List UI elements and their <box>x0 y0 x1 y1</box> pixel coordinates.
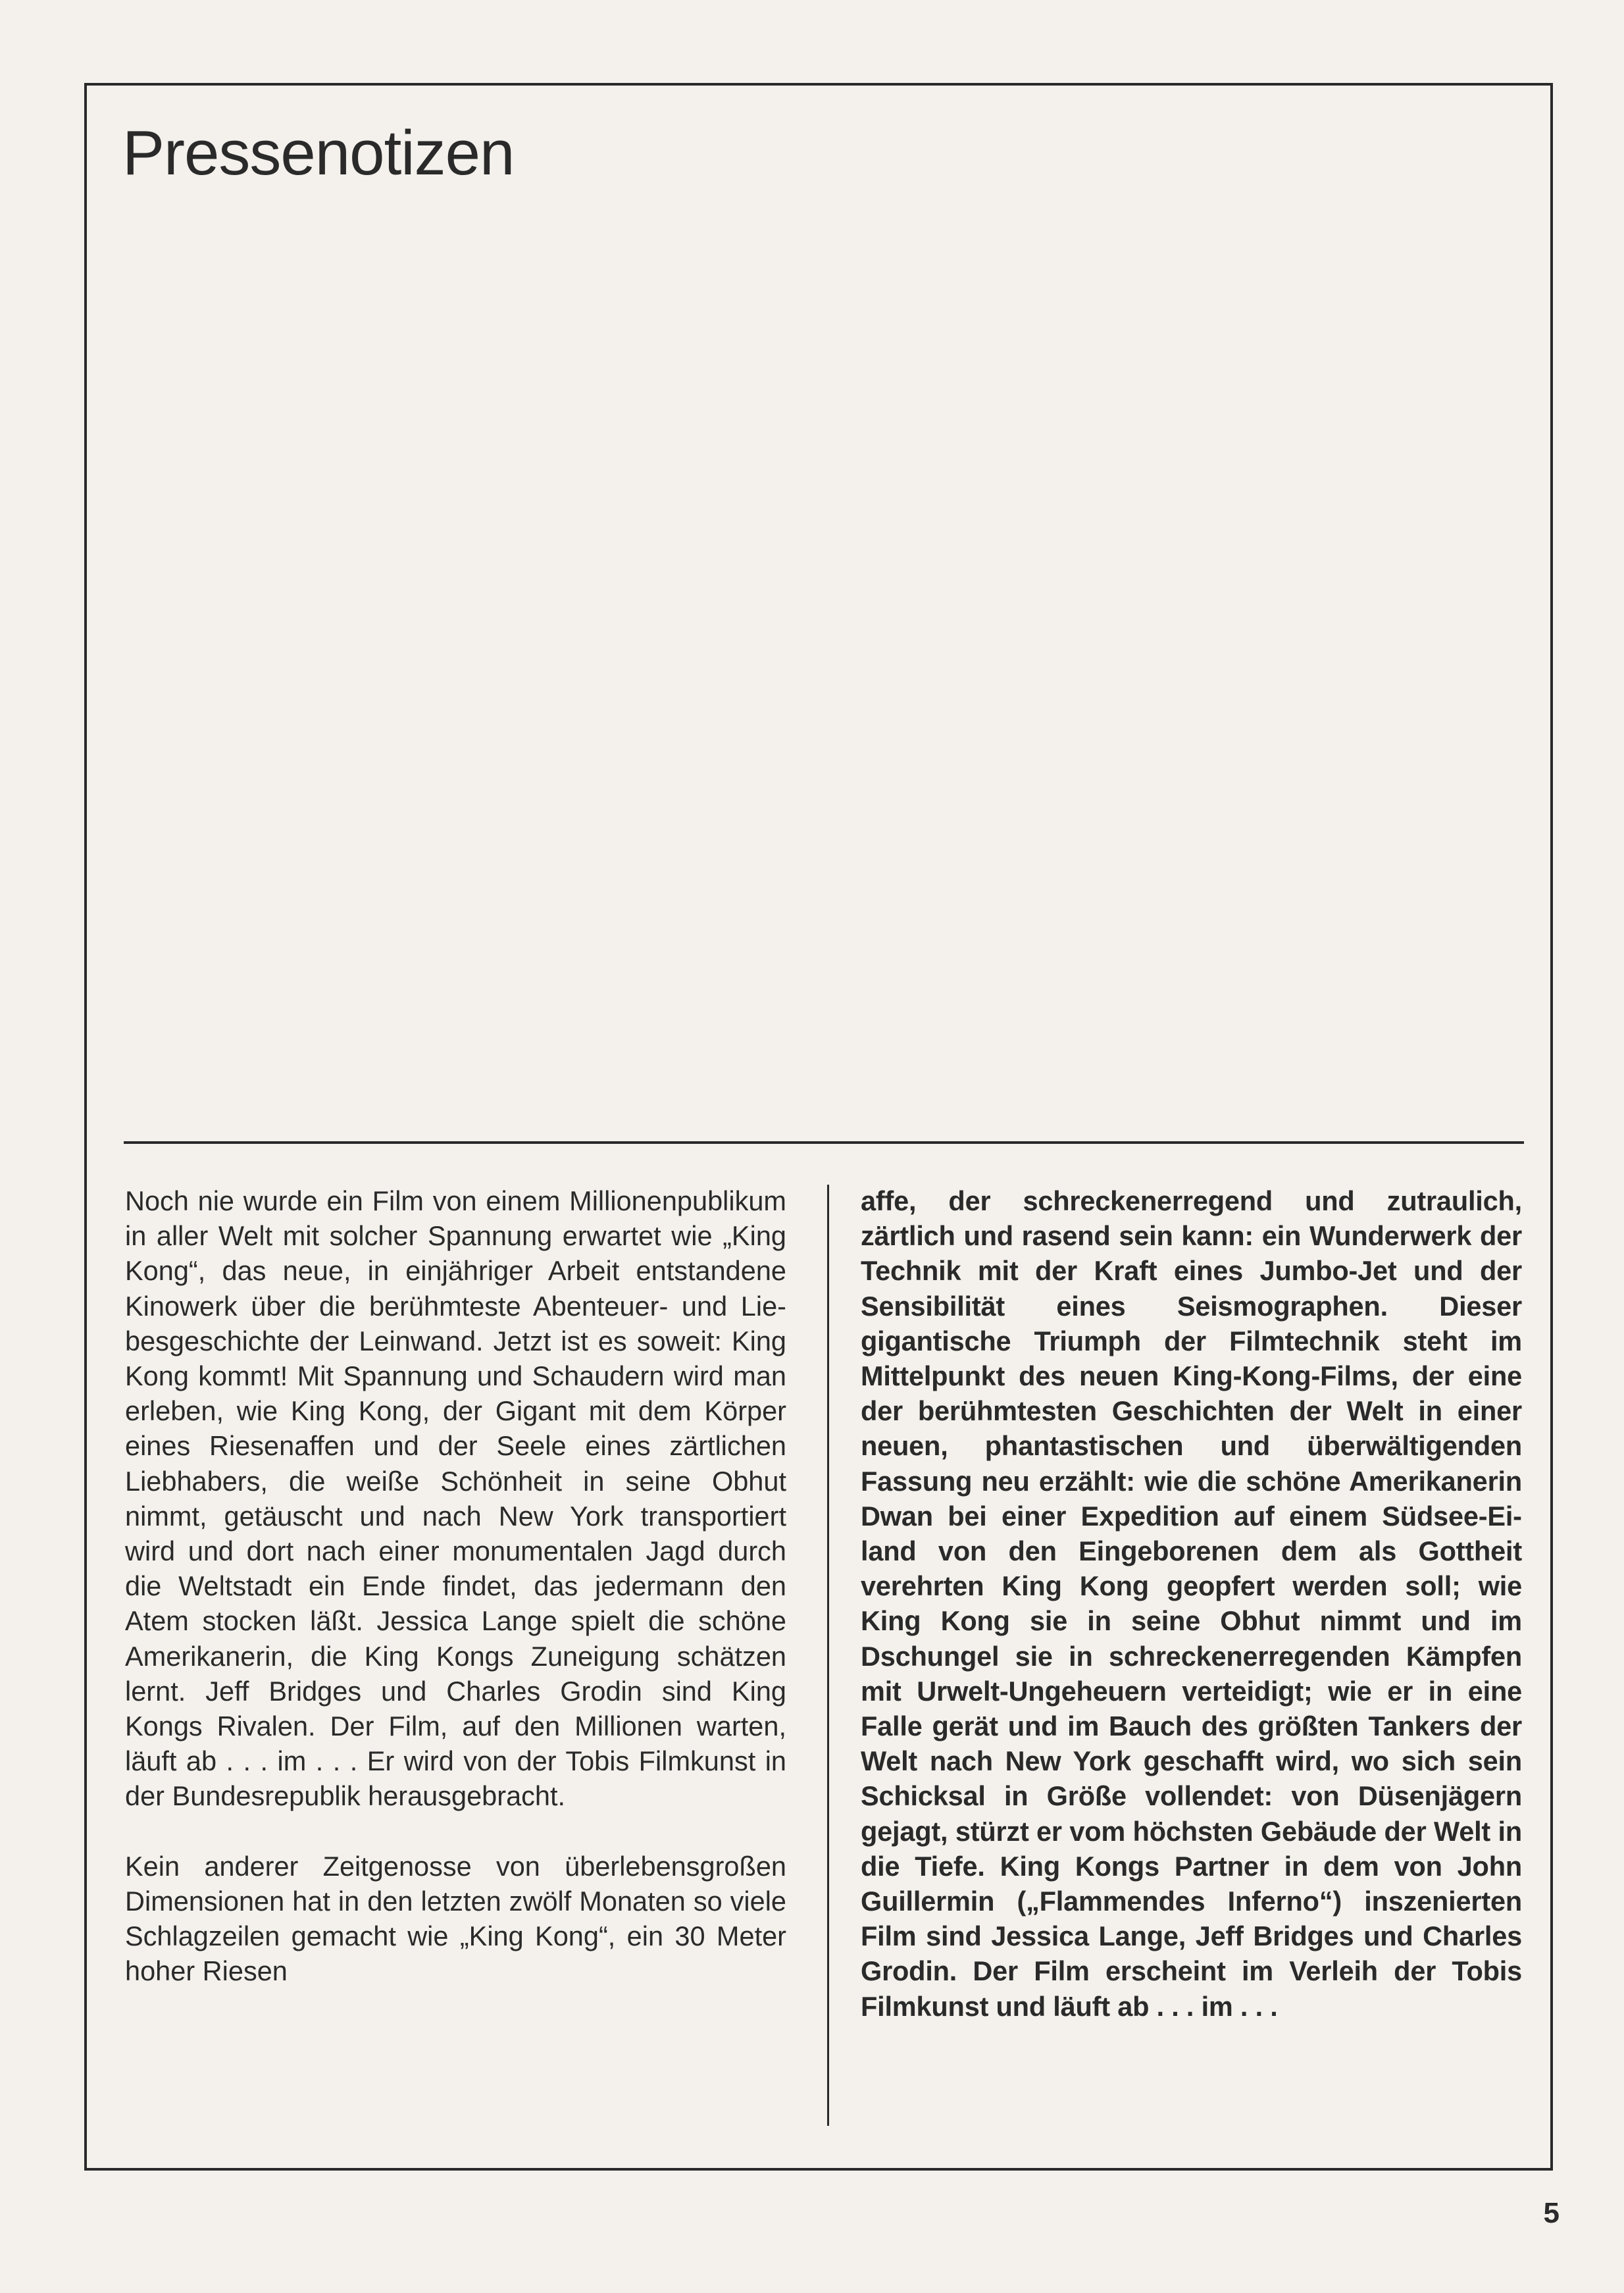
article-paragraph: affe, der schreckenerregend und zutraulich, zärtlich und rasend sein kann: ein Wunderwerk der Technik mit der Kraft eines Jumbo-Jet und der Sensibilität eines Seismographen. Dieser gigantische Triumph der Filmtechnik steht im Mittelpunkt des neuen King-Kong-Films, der eine der berühmtesten Geschichten der Welt in einer neuen, phantastischen und überwältigenden Fassung neu erzählt: wie die schöne Amerikanerin Dwan bei einer Expedition auf einem Südsee-Eiland von den Eingeborenen dem als Gottheit verehrten King Kong geopfert werden soll; wie King Kong sie in seine Obhut nimmt und im Dschungel sie in schreckenerregenden Kämpfen mit Urwelt-Ungeheuern verteidigt; wie er in eine Falle gerät und im Bauch des größten Tankers der Welt nach New York geschafft wird, wo sich sein Schicksal in Größe vollendet: von Düsenjägern gejagt, stürzt er vom höchsten Gebäude der Welt in die Tiefe. King Kongs Partner in dem von John Guillermin („Flammendes Inferno“) inszenierten Film sind Jessica Lange, Jeff Bridges und Charles Grodin. Der Film erscheint im Verleih der Tobis Filmkunst und läuft ab . . . im . . . <box>861 1185 1522 2022</box>
article-paragraph: Noch nie wurde ein Film von einem Millionenpublikum in aller Welt mit solcher Spannung erwartet wie „King Kong“, das neue, in einjähriger Arbeit entstandene Kinowerk über die berühmteste Abenteuer- und Liebesgeschichte der Leinwand. Jetzt ist es soweit: King Kong kommt! Mit Spannung und Schaudern wird man erleben, wie King Kong, der Gigant mit dem Körper eines Riesenaffen und der Seele eines zärtlichen Liebhabers, die weiße Schönheit in seine Obhut nimmt, getäuscht und nach New York transportiert wird und dort nach einer monumentalen Jagd durch die Weltstadt ein Ende findet, das jedermann den Atem stocken läßt. Jessica Lange spielt die schöne Amerikanerin, die King Kongs Zuneigung schätzen lernt. Jeff Bridges und Charles Grodin sind King Kongs Rivalen. Der Film, auf den Millionen warten, läuft ab . . . im . . . Er wird von der Tobis Filmkunst in der Bundesrepublik herausgebracht. <box>125 1185 786 1812</box>
article-paragraph: Kein anderer Zeitgenosse von überlebensgroßen Dimensionen hat in den letzten zwölf Monaten so viele Schlagzeilen gemacht wie „King Kong“, ein 30 Meter hoher Riesen <box>125 1850 786 1987</box>
page-title: Pressenotizen <box>122 118 515 188</box>
article-column-right <box>861 1183 1522 2131</box>
column-divider <box>827 1185 829 2126</box>
article-column-left <box>125 1183 786 2131</box>
page-number: 5 <box>1543 2197 1560 2229</box>
section-divider <box>124 1141 1524 1144</box>
